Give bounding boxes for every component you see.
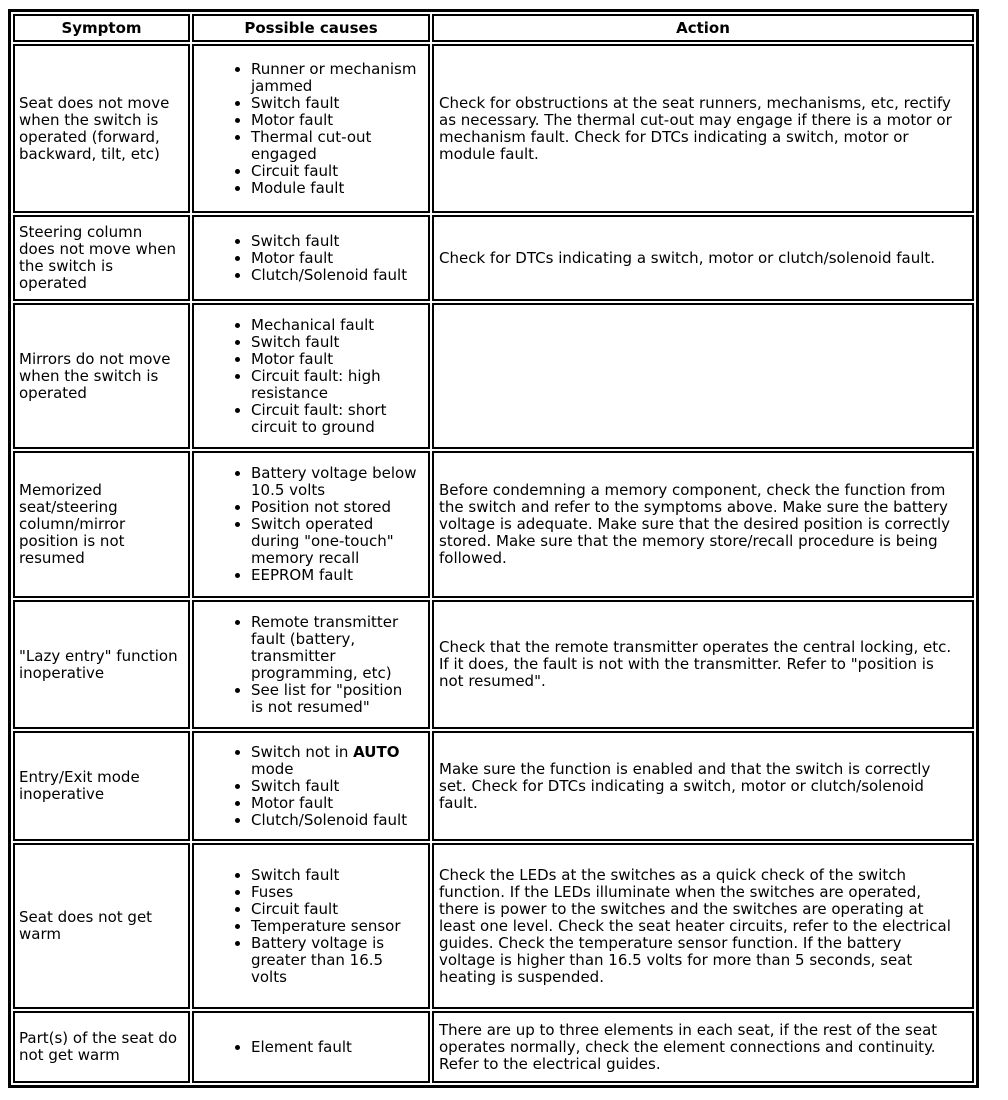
table-row <box>13 843 974 1009</box>
cause-item: • Switch fault <box>251 867 418 884</box>
cause-item: • EEPROM fault <box>251 567 418 584</box>
cause-item: • Battery voltage below 10.5 volts <box>251 465 418 499</box>
table-row <box>13 600 974 729</box>
cause-item: • Element fault <box>251 1039 418 1056</box>
symptom-cell: Part(s) of the seat do not get warm <box>13 1011 190 1083</box>
causes-list <box>194 1039 418 1056</box>
causes-cell <box>192 451 430 598</box>
action-cell: There are up to three elements in each seat, if the rest of the seat operates normally, check the element connections and continuity. Refer to the electrical guides. <box>432 1011 974 1083</box>
column-header-action: Action <box>432 14 974 42</box>
cause-item: • Switch fault <box>251 95 418 112</box>
troubleshooting-table <box>8 9 979 1088</box>
cause-item: • Switch fault <box>251 233 418 250</box>
cause-item: • Switch fault <box>251 778 418 795</box>
cause-item: • Remote transmitter fault (battery, transmitter programming, etc) <box>251 614 418 682</box>
causes-cell <box>192 44 430 213</box>
cause-item: • Switch operated during "one-touch" memory recall <box>251 516 418 567</box>
symptom-cell: "Lazy entry" function inoperative <box>13 600 190 729</box>
action-cell: Check that the remote transmitter operates the central locking, etc. If it does, the fault is not with the transmitter. Refer to "position is not resumed". <box>432 600 974 729</box>
cause-item: • Circuit fault <box>251 901 418 918</box>
causes-list <box>194 744 418 829</box>
causes-list <box>194 867 418 986</box>
action-cell <box>432 303 974 449</box>
action-cell: Before condemning a memory component, check the function from the switch and refer to the symptoms above. Make sure the battery voltage is adequate. Make sure that the desired position is correctly stored. Make sure that the memory store/recall procedure is being followed. <box>432 451 974 598</box>
table-row <box>13 215 974 301</box>
causes-list <box>194 233 418 284</box>
cause-item: • Clutch/Solenoid fault <box>251 267 418 284</box>
column-header-symptom: Symptom <box>13 14 190 42</box>
symptom-cell: Mirrors do not move when the switch is operated <box>13 303 190 449</box>
causes-cell <box>192 731 430 841</box>
causes-cell <box>192 600 430 729</box>
causes-list <box>194 465 418 584</box>
cause-item: • Clutch/Solenoid fault <box>251 812 418 829</box>
symptom-cell: Seat does not move when the switch is operated (forward, backward, tilt, etc) <box>13 44 190 213</box>
cause-item: • See list for "position is not resumed" <box>251 682 418 716</box>
cause-item: • Temperature sensor <box>251 918 418 935</box>
cause-item: • Motor fault <box>251 351 418 368</box>
table-row <box>13 1011 974 1083</box>
cause-item: • Mechanical fault <box>251 317 418 334</box>
header-row <box>13 14 974 42</box>
table-body <box>13 44 974 1083</box>
cause-item: • Switch fault <box>251 334 418 351</box>
causes-list <box>194 317 418 436</box>
cause-item: • Circuit fault <box>251 163 418 180</box>
cause-item: • Battery voltage is greater than 16.5 volts <box>251 935 418 986</box>
causes-list <box>194 61 418 197</box>
table-row <box>13 303 974 449</box>
causes-cell <box>192 1011 430 1083</box>
cause-item: • Circuit fault: high resistance <box>251 368 418 402</box>
cause-item: • Fuses <box>251 884 418 901</box>
column-header-possible-causes: Possible causes <box>192 14 430 42</box>
table-row <box>13 451 974 598</box>
cause-item: • Circuit fault: short circuit to ground <box>251 402 418 436</box>
causes-cell <box>192 215 430 301</box>
table-header <box>13 14 974 42</box>
cause-item: • Switch not in AUTO mode <box>251 744 418 778</box>
causes-list <box>194 614 418 716</box>
symptom-cell: Entry/Exit mode inoperative <box>13 731 190 841</box>
action-cell: Make sure the function is enabled and that the switch is correctly set. Check for DTCs indicating a switch, motor or clutch/solenoid fault. <box>432 731 974 841</box>
cause-item: • Thermal cut-out engaged <box>251 129 418 163</box>
cause-item: • Motor fault <box>251 795 418 812</box>
symptom-cell: Seat does not get warm <box>13 843 190 1009</box>
cause-item: • Motor fault <box>251 112 418 129</box>
action-cell: Check for DTCs indicating a switch, motor or clutch/solenoid fault. <box>432 215 974 301</box>
symptom-cell: Memorized seat/steering column/mirror position is not resumed <box>13 451 190 598</box>
cause-item: • Motor fault <box>251 250 418 267</box>
action-cell: Check the LEDs at the switches as a quick check of the switch function. If the LEDs illuminate when the switches are operated, there is power to the switches and the switches are operating at least one level. Check the seat heater circuits, refer to the electrical guides. Check the temperature sensor function. If the battery voltage is higher than 16.5 volts for more than 5 seconds, seat heating is suspended. <box>432 843 974 1009</box>
action-cell: Check for obstructions at the seat runners, mechanisms, etc, rectify as necessary. The thermal cut-out may engage if there is a motor or mechanism fault. Check for DTCs indicating a switch, motor or module fault. <box>432 44 974 213</box>
cause-item: • Position not stored <box>251 499 418 516</box>
cause-item: • Module fault <box>251 180 418 197</box>
table-row <box>13 44 974 213</box>
cause-item: • Runner or mechanism jammed <box>251 61 418 95</box>
table-row <box>13 731 974 841</box>
causes-cell <box>192 843 430 1009</box>
symptom-cell: Steering column does not move when the switch is operated <box>13 215 190 301</box>
causes-cell <box>192 303 430 449</box>
